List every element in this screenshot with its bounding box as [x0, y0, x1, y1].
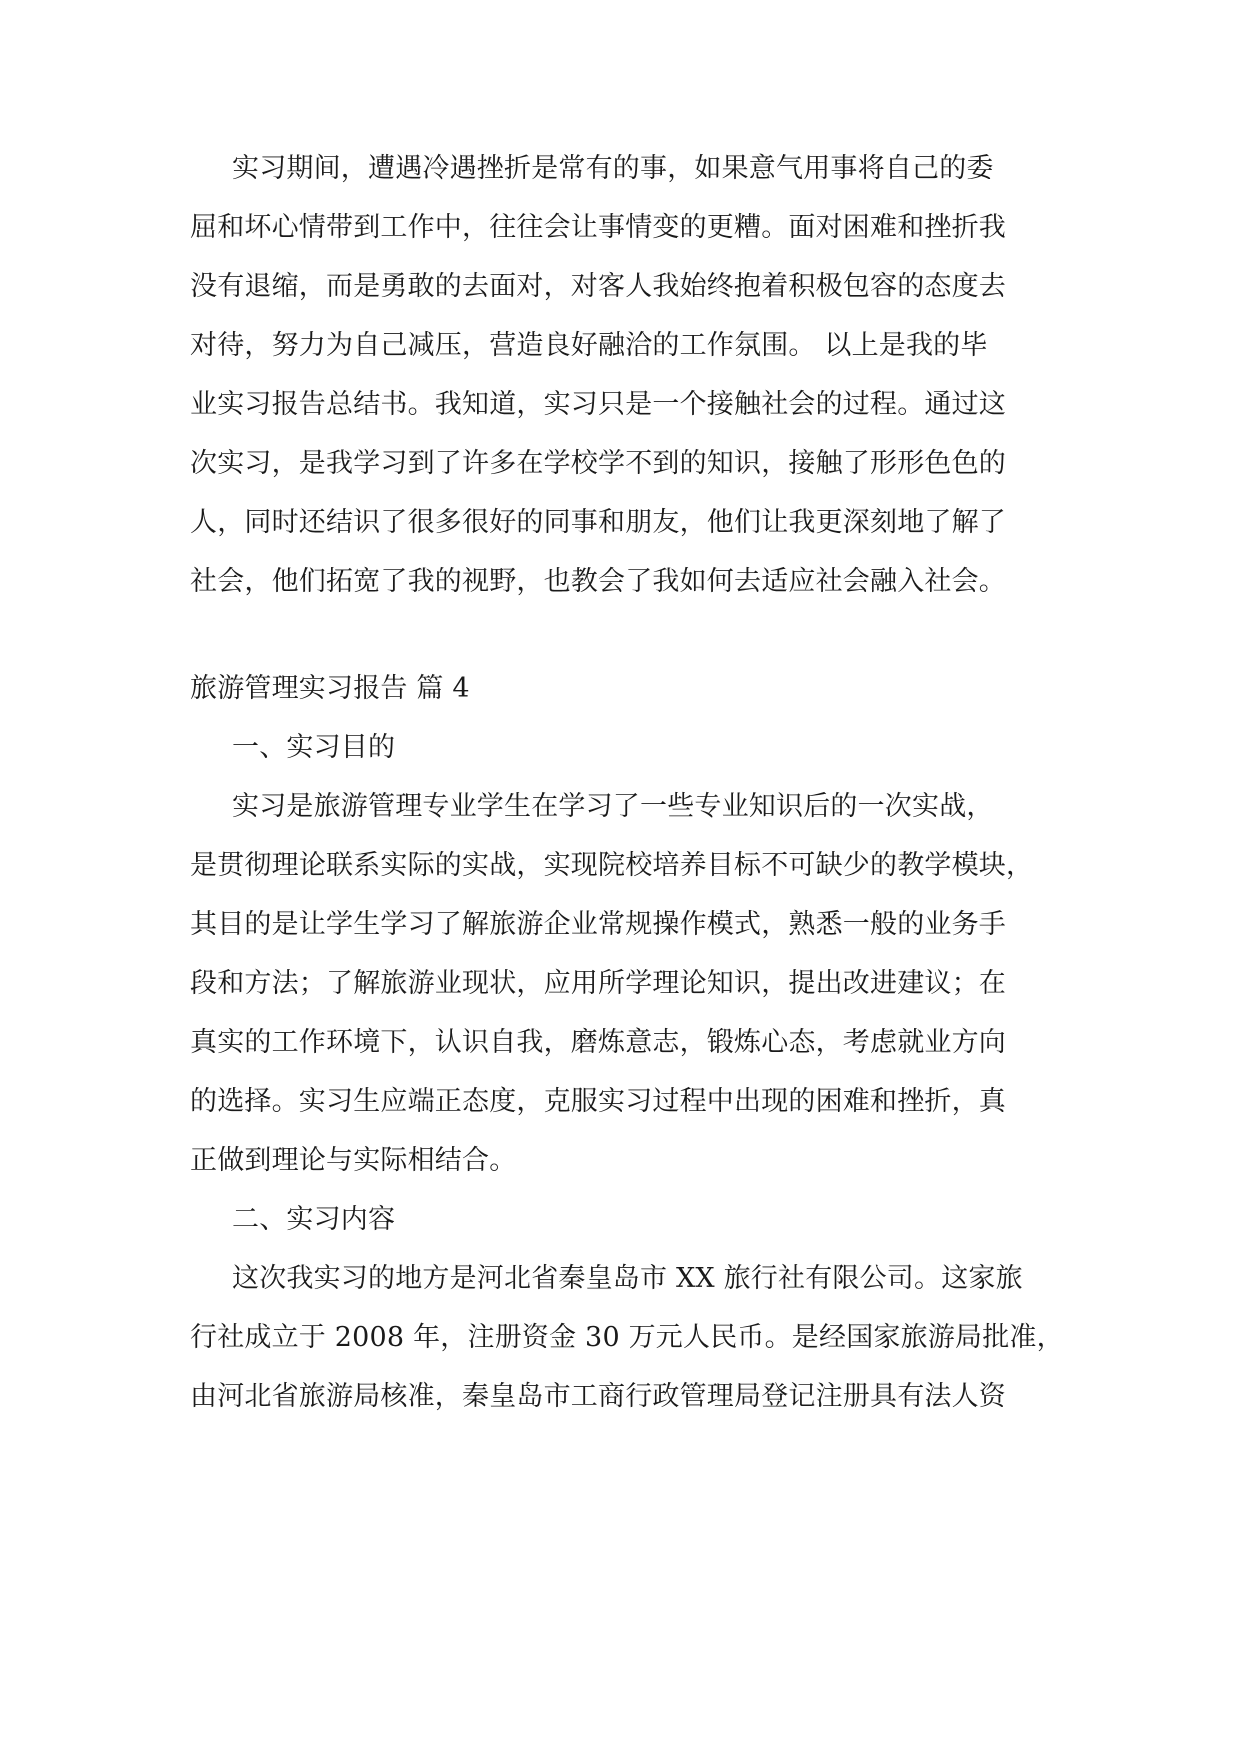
- intro-line-2: 屈和坏心情带到工作中，往往会让事情变的更糟。面对困难和挫折我: [190, 212, 1006, 243]
- section-1-line-6: 的选择。实习生应端正态度，克服实习过程中出现的困难和挫折，真: [190, 1086, 1006, 1117]
- article-title: 旅游管理实习报告 篇 4: [190, 673, 470, 704]
- section-1-line-7: 正做到理论与实际相结合。: [190, 1145, 517, 1176]
- section-2-line-3: 由河北省旅游局核准，秦皇岛市工商行政管理局登记注册具有法人资: [190, 1381, 1006, 1412]
- section-1-line-3: 其目的是让学生学习了解旅游企业常规操作模式，熟悉一般的业务手: [190, 909, 1006, 940]
- section-1-line-4: 段和方法；了解旅游业现状，应用所学理论知识，提出改进建议；在: [190, 968, 1006, 999]
- section-1-heading: 一、实习目的: [232, 732, 396, 763]
- section-1-line-5: 真实的工作环境下，认识自我，磨炼意志，锻炼心态，考虑就业方向: [190, 1027, 1006, 1058]
- intro-line-6: 次实习，是我学习到了许多在学校学不到的知识，接触了形形色色的: [190, 448, 1006, 479]
- intro-line-7: 人，同时还结识了很多很好的同事和朋友，他们让我更深刻地了解了: [190, 507, 1006, 538]
- section-2-line-1: 这次我实习的地方是河北省秦皇岛市 XX 旅行社有限公司。这家旅: [232, 1263, 1023, 1294]
- intro-line-5: 业实习报告总结书。我知道，实习只是一个接触社会的过程。通过这: [190, 389, 1006, 420]
- intro-line-3: 没有退缩，而是勇敢的去面对，对客人我始终抱着积极包容的态度去: [190, 271, 1006, 302]
- intro-line-8: 社会，他们拓宽了我的视野，也教会了我如何去适应社会融入社会。: [190, 566, 1006, 597]
- section-1-line-1: 实习是旅游管理专业学生在学习了一些专业知识后的一次实战，: [232, 791, 994, 822]
- intro-line-4: 对待，努力为自己减压，营造良好融洽的工作氛围。 以上是我的毕: [190, 330, 988, 361]
- section-2-line-2: 行社成立于 2008 年，注册资金 30 万元人民币。是经国家旅游局批准，: [190, 1322, 1064, 1353]
- section-1-line-2: 是贯彻理论联系实际的实战，实现院校培养目标不可缺少的教学模块，: [190, 850, 1034, 881]
- section-2-heading: 二、实习内容: [232, 1204, 396, 1235]
- intro-line-1: 实习期间，遭遇冷遇挫折是常有的事，如果意气用事将自己的委: [232, 153, 994, 184]
